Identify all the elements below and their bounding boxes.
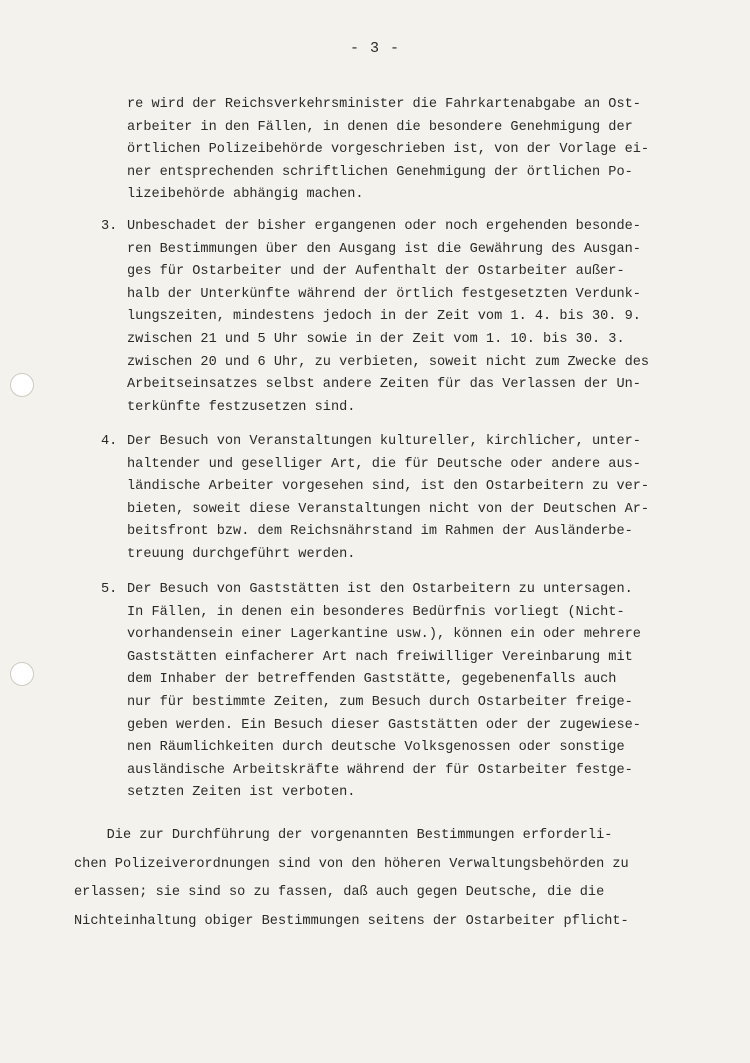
text-line: Nichteinhaltung obiger Bestimmungen seitens der Ostarbeiter pflicht- — [74, 913, 629, 929]
text-line: Unbeschadet der bisher ergangenen oder noch ergehenden besonde- — [127, 219, 641, 234]
text-line: Arbeitseinsatzes selbst andere Zeiten für das Verlassen der Un- — [127, 377, 641, 393]
text-line: nur für bestimmte Zeiten, zum Besuch durch Ostarbeiter freige- — [127, 694, 633, 710]
text-line: ner entsprechenden schriftlichen Genehmigung der örtlichen Po- — [127, 164, 633, 180]
text-line: bieten, soweit diese Veranstaltungen nicht von der Deutschen Ar- — [127, 501, 650, 517]
text-line: haltender und geselliger Art, die für Deutsche oder andere aus- — [127, 456, 641, 472]
text-line: örtlichen Polizeibehörde vorgeschrieben ist, von der Vorlage ei- — [127, 142, 650, 158]
text-line: Der Besuch von Gaststätten ist den Ostarbeitern zu untersagen. — [127, 582, 633, 597]
text-line: arbeiter in den Fällen, in denen die besondere Genehmigung der — [127, 119, 633, 135]
punch-hole-bottom — [10, 662, 34, 686]
text-line: setzten Zeiten ist verboten. — [127, 785, 356, 801]
punch-hole-top — [10, 373, 34, 397]
text-line: nen Räumlichkeiten durch deutsche Volksgenossen oder sonstige — [127, 740, 625, 756]
text-line: halb der Unterkünfte während der örtlich festgesetzten Verdunk- — [127, 286, 641, 302]
paragraph-continuation — [127, 94, 649, 207]
paragraph-item-5 — [127, 579, 641, 805]
text-line: beitsfront bzw. dem Reichsnährstand im Rahmen der Ausländerbe- — [127, 524, 633, 540]
text-line: Die zur Durchführung der vorgenannten Bestimmungen erforderli- — [74, 828, 613, 843]
text-line: ges für Ostarbeiter und der Aufenthalt der Ostarbeiter außer- — [127, 264, 625, 280]
text-line: geben werden. Ein Besuch dieser Gaststätten oder der zugewiese- — [127, 717, 641, 733]
text-line: zwischen 21 und 5 Uhr sowie in der Zeit vom 1. 10. bis 30. 3. — [127, 331, 625, 347]
paragraph-item-3 — [127, 216, 649, 419]
item-number-3: 3. — [101, 219, 118, 234]
text-line: ländische Arbeiter vorgesehen sind, ist den Ostarbeitern zu ver- — [127, 479, 650, 495]
paragraph-closing — [74, 822, 629, 936]
text-line: ren Bestimmungen über den Ausgang ist die Gewährung des Ausgan- — [127, 241, 641, 257]
text-line: treuung durchgeführt werden. — [127, 546, 356, 562]
text-line: ausländische Arbeitskräfte während der für Ostarbeiter festge- — [127, 762, 633, 778]
page-number: - 3 - — [349, 40, 400, 57]
text-line: zwischen 20 und 6 Uhr, zu verbieten, soweit nicht zum Zwecke des — [127, 354, 650, 370]
text-line: lungszeiten, mindestens jedoch in der Zeit vom 1. 4. bis 30. 9. — [127, 309, 641, 325]
text-line: dem Inhaber der betreffenden Gaststätte, gegebenenfalls auch — [127, 672, 617, 688]
text-line: Der Besuch von Veranstaltungen kultureller, kirchlicher, unter- — [127, 434, 641, 449]
item-number-5: 5. — [101, 582, 118, 597]
text-line: lizeibehörde abhängig machen. — [127, 187, 364, 203]
text-line: In Fällen, in denen ein besonderes Bedürfnis vorliegt (Nicht- — [127, 604, 625, 620]
text-line: re wird der Reichsverkehrsminister die Fahrkartenabgabe an Ost- — [127, 97, 641, 112]
text-line: erlassen; sie sind so zu fassen, daß auch gegen Deutsche, die die — [74, 885, 605, 900]
text-line: vorhandensein einer Lagerkantine usw.), können ein oder mehrere — [127, 627, 641, 643]
paragraph-item-4 — [127, 431, 649, 567]
text-line: terkünfte festzusetzen sind. — [127, 399, 356, 415]
text-line: chen Polizeiverordnungen sind von den höheren Verwaltungsbehörden zu — [74, 856, 629, 872]
item-number-4: 4. — [101, 434, 118, 449]
text-line: Gaststätten einfacherer Art nach freiwilliger Vereinbarung mit — [127, 649, 633, 665]
